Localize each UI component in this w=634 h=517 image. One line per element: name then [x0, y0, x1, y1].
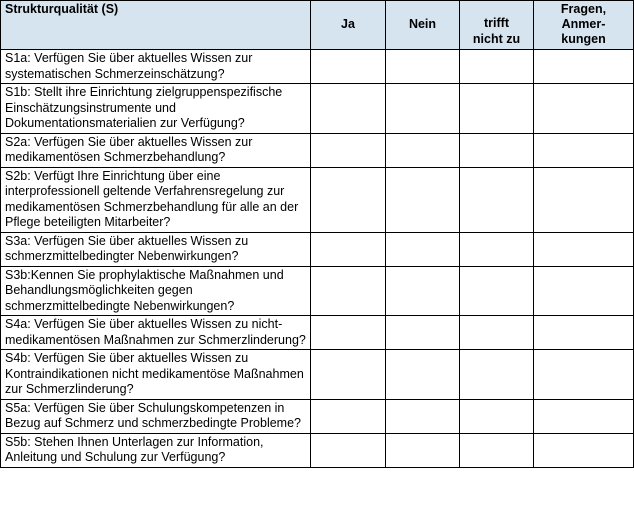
question-s2a: S2a: Verfügen Sie über aktuelles Wissen zur medikamentösen Schmerzbehandlung? [1, 133, 311, 167]
answer-nein-cell[interactable] [386, 133, 460, 167]
answer-ja-cell[interactable] [311, 84, 386, 134]
answer-ja-cell[interactable] [311, 399, 386, 433]
answer-trifft-nicht-zu-cell[interactable] [460, 84, 534, 134]
question-s1b: S1b: Stellt ihre Einrichtung zielgruppenspezifische Einschätzungsinstrumente und Dokumentationsmaterialien zur Verfügung? [1, 84, 311, 134]
answer-trifft-nicht-zu-cell[interactable] [460, 316, 534, 350]
answer-nein-cell[interactable] [386, 399, 460, 433]
notes-cell[interactable] [534, 133, 634, 167]
answer-nein-cell[interactable] [386, 266, 460, 316]
notes-cell[interactable] [534, 266, 634, 316]
answer-ja-cell[interactable] [311, 232, 386, 266]
question-s2b: S2b: Verfügt Ihre Einrichtung über eine interprofessionell geltende Verfahrensregelung zur medikamentösen Schmerzbehandlung für alle an der Pflege beteiligten Mitarbeiter? [1, 167, 311, 232]
question-s3a: S3a: Verfügen Sie über aktuelles Wissen zu schmerzmittelbedingter Nebenwirkungen? [1, 232, 311, 266]
answer-nein-cell[interactable] [386, 167, 460, 232]
fragen-line-2: Anmer- [561, 17, 606, 31]
question-s3b: S3b:Kennen Sie prophylaktische Maßnahmen und Behandlungsmöglichkeiten gegen schmerzmittelbedingte Nebenwirkungen? [1, 266, 311, 316]
answer-nein-cell[interactable] [386, 433, 460, 467]
column-header-ja: Ja [311, 1, 386, 50]
answer-ja-cell[interactable] [311, 316, 386, 350]
table-row [1, 350, 634, 400]
answer-trifft-nicht-zu-cell[interactable] [460, 167, 534, 232]
table-row [1, 84, 634, 134]
table-row [1, 50, 634, 84]
notes-cell[interactable] [534, 433, 634, 467]
fragen-line-1: Fragen, [560, 2, 607, 16]
answer-nein-cell[interactable] [386, 232, 460, 266]
column-header-trifft-nicht-zu [460, 1, 534, 50]
table-header-row [1, 1, 634, 50]
answer-ja-cell[interactable] [311, 433, 386, 467]
question-s4b: S4b: Verfügen Sie über aktuelles Wissen zu Kontraindikationen nicht medikamentöse Maßnahmen zur Schmerzlinderung? [1, 350, 311, 400]
answer-trifft-nicht-zu-cell[interactable] [460, 399, 534, 433]
section-title: Strukturqualität (S) [1, 1, 311, 50]
table-row [1, 232, 634, 266]
table-row [1, 266, 634, 316]
answer-nein-cell[interactable] [386, 316, 460, 350]
notes-cell[interactable] [534, 232, 634, 266]
answer-trifft-nicht-zu-cell[interactable] [460, 133, 534, 167]
notes-cell[interactable] [534, 50, 634, 84]
answer-trifft-nicht-zu-cell[interactable] [460, 350, 534, 400]
column-header-nein: Nein [386, 1, 460, 50]
answer-trifft-nicht-zu-cell[interactable] [460, 50, 534, 84]
answer-ja-cell[interactable] [311, 133, 386, 167]
column-header-fragen-anmerkungen [534, 1, 634, 50]
answer-trifft-nicht-zu-cell[interactable] [460, 232, 534, 266]
notes-cell[interactable] [534, 399, 634, 433]
answer-nein-cell[interactable] [386, 84, 460, 134]
notes-cell[interactable] [534, 167, 634, 232]
answer-nein-cell[interactable] [386, 50, 460, 84]
table-row [1, 133, 634, 167]
table-row [1, 316, 634, 350]
answer-ja-cell[interactable] [311, 350, 386, 400]
table-row [1, 399, 634, 433]
answer-ja-cell[interactable] [311, 50, 386, 84]
notes-cell[interactable] [534, 316, 634, 350]
trifft-line-2: nicht zu [472, 31, 521, 46]
table-row [1, 433, 634, 467]
question-s1a: S1a: Verfügen Sie über aktuelles Wissen zur systematischen Schmerzeinschätzung? [1, 50, 311, 84]
question-s5a: S5a: Verfügen Sie über Schulungskompetenzen in Bezug auf Schmerz und schmerzbedingte Probleme? [1, 399, 311, 433]
question-s4a: S4a: Verfügen Sie über aktuelles Wissen zu nicht-medikamentösen Maßnahmen zur Schmerzlinderung? [1, 316, 311, 350]
fragen-line-3: kungen [561, 32, 606, 46]
question-s5b: S5b: Stehen Ihnen Unterlagen zur Information, Anleitung und Schulung zur Verfügung? [1, 433, 311, 467]
notes-cell[interactable] [534, 350, 634, 400]
answer-trifft-nicht-zu-cell[interactable] [460, 266, 534, 316]
trifft-line-1: trifft [484, 16, 509, 30]
answer-ja-cell[interactable] [311, 167, 386, 232]
answer-ja-cell[interactable] [311, 266, 386, 316]
answer-trifft-nicht-zu-cell[interactable] [460, 433, 534, 467]
table-row [1, 167, 634, 232]
notes-cell[interactable] [534, 84, 634, 134]
answer-nein-cell[interactable] [386, 350, 460, 400]
